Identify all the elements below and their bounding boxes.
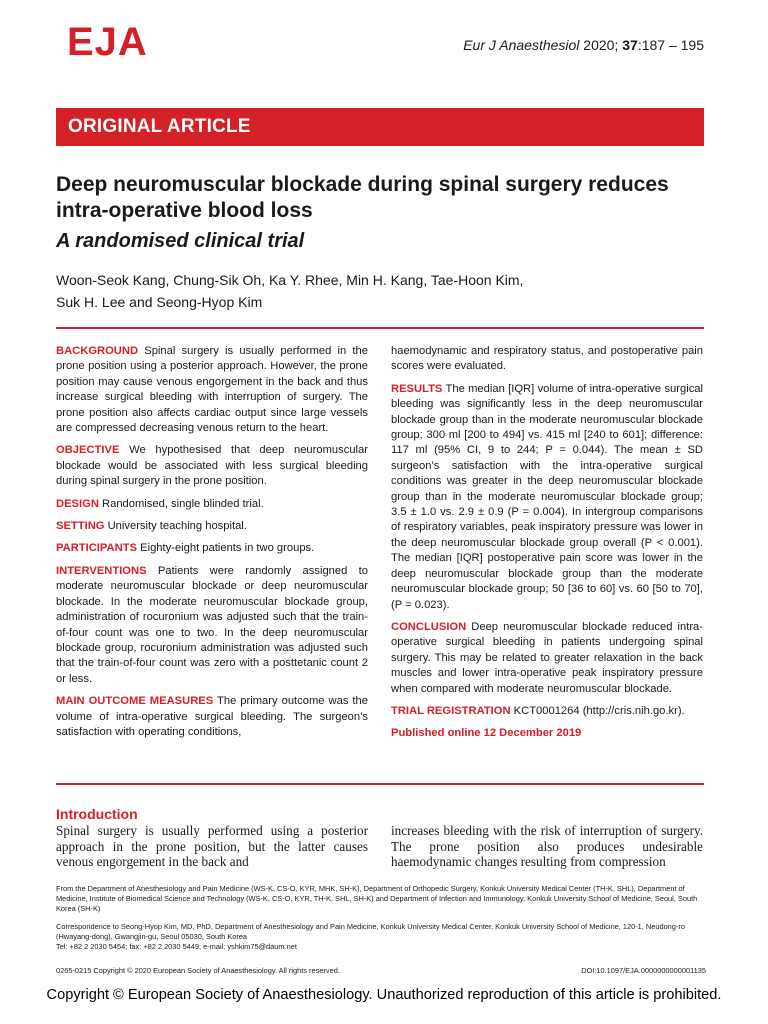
abstract-participants (56, 541, 368, 556)
citation (463, 37, 704, 53)
outcome-continued: haemodynamic and respiratory status, and postoperative pain scores were evaluated. (391, 345, 703, 373)
conclusion-text: Deep neuromuscular blockade reduced intra-operative surgical bleeding in patients undergoing spinal surgery. This may be related to greater relaxation in the back muscles and lower intra-operative peak inspiratory pressure when compared with moderate neuromuscular blockade. (391, 620, 703, 695)
setting-text: University teaching hospital. (104, 520, 247, 533)
abstract-setting (56, 519, 368, 534)
setting-label: SETTING (56, 520, 105, 533)
abstract-left-column (56, 344, 368, 747)
objective-label: OBJECTIVE (56, 444, 120, 457)
abstract-bottom-rule (56, 783, 704, 785)
article-title: Deep neuromuscular blockade during spinal surgery reduces intra-operative blood loss (56, 173, 669, 222)
author-list (56, 269, 616, 313)
conclusion-label: CONCLUSION (391, 620, 467, 633)
intro-right-text: increases bleeding with the risk of interruption of surgery. The prone position also produces undesirable haemodynamic changes resulting from compression (391, 823, 703, 870)
abstract-design (56, 497, 368, 512)
issn-copyright: 0265-0215 Copyright © 2020 European Society of Anaesthesiology. All rights reserved. (56, 966, 340, 975)
authors-line-2: Suk H. Lee and Seong-Hyop Kim (56, 294, 263, 310)
introduction-heading: Introduction (56, 806, 138, 822)
objective-text: We hypothesised that deep neuromuscular blockade would be associated with less surgical bleeding during spinal surgery in the prone position. (56, 444, 368, 488)
doi-text: DOI:10.1097/EJA.0000000000001135 (581, 966, 706, 975)
published-online: Published online 12 December 2019 (391, 727, 582, 740)
intro-left-column (56, 823, 368, 870)
abstract-top-rule (56, 327, 704, 329)
abstract-outcome (56, 694, 368, 740)
authors-line-1: Woon-Seok Kang, Chung-Sik Oh, Ka Y. Rhee, Min H. Kang, Tae-Hoon Kim, (56, 272, 524, 288)
background-label: BACKGROUND (56, 345, 139, 357)
article-type-label: ORIGINAL ARTICLE (68, 116, 251, 137)
participants-label: PARTICIPANTS (56, 542, 138, 555)
affiliation-note: From the Department of Anesthesiology and Pain Medicine (WS-K, CS-O, KYR, MHK, SH-K), Department of Orthopedic Surgery, Konkuk University Medical Center (TH-K, SHL), Department of Medicine, Institute of Biomedical Science and Technology (WS-K, CS-O, KYR, TH-K, SHL, SH-K) and Department of Infection and Immunology, Konkuk University School of Medicine, Seoul, South Korea (SH-K) (56, 884, 698, 913)
design-label: DESIGN (56, 497, 99, 510)
footer-bar (56, 966, 706, 975)
results-text: The median [IQR] volume of intra-operative surgical bleeding was significantly less in the deep neuromuscular blockade group than in the moderate neuromuscular blockade group; 300 ml [200 to 494] vs. 415 ml [240 to 601]; difference: 117 ml (95% CI, 9 to 244; P = 0.044). The mean ± SD surgeon’s satisfaction with the intra-operative surgical conditions was greater in the deep neuromuscular blockade group than in the moderate neuromuscular blockade group; 3.5 ± 1.0 vs. 2.9 ± 0.9 (P = 0.004). In intergroup comparisons of respiratory variables, peak inspiratory pressure was lower in the deep neuromuscular blockade group overall (P < 0.001). The median [IQR] postoperative pain score was lower in the deep neuromuscular blockade group than the moderate neuromuscular blockade group; 50 [36 to 60] vs. 60 [50 to 70], (P = 0.023). (391, 382, 703, 611)
intro-left-text: Spinal surgery is usually performed using a posterior approach in the prone position, but the latter causes venous engorgement in the back and (56, 823, 368, 870)
citation-journal: Eur J Anaesthesiol (463, 37, 580, 53)
correspondence-note (56, 922, 706, 952)
abstract-interventions (56, 564, 368, 687)
citation-pages: :187 – 195 (637, 37, 704, 53)
citation-volume: 37 (622, 37, 638, 53)
correspondence-text: Correspondence to Seong-Hyop Kim, MD, PhD, Department of Anesthesiology and Pain Medicine, Konkuk University Medical Center, Konkuk University School of Medicine, 120-1, Neudong-ro (Hwayang-dong), Gwangjin-gu, Seoul 05030, South Korea (56, 922, 685, 941)
copyright-watermark: Copyright © European Society of Anaesthesiology. Unauthorized reproduction of this article is prohibited. (46, 987, 722, 1003)
article-type-banner (56, 108, 704, 146)
interventions-label: INTERVENTIONS (56, 564, 147, 577)
trial-text: KCT0001264 (http://cris.nih.go.kr). (510, 704, 685, 717)
results-label: RESULTS (391, 382, 443, 395)
design-text: Randomised, single blinded trial. (98, 497, 264, 510)
participants-text: Eighty-eight patients in two groups. (137, 542, 315, 555)
contact-text: Tel: +82 2 2030 5454; fax: +82 2 2030 5449; e-mail: yshkim75@daum.net (56, 942, 297, 951)
abstract-right-column (391, 344, 703, 749)
citation-year: 2020; (579, 37, 623, 53)
background-text: Spinal surgery is usually performed in the prone position using a posterior approach. However, the prone position may cause venous engorgement in the back and thus increase surgical bleeding with interruption of surgery. The prone position also affects cardiac output since large vessels are compressed decreasing venous return to the heart. (56, 345, 368, 435)
abstract-conclusion (391, 620, 703, 697)
outcome-text: The primary outcome was the volume of intra-operative surgical bleeding. The surgeon’s satisfaction with operating conditions, (56, 695, 368, 738)
intro-right-column (391, 823, 703, 870)
abstract-background (56, 344, 368, 436)
trial-label: TRIAL REGISTRATION (391, 704, 511, 717)
abstract-trial-registration (391, 704, 703, 719)
outcome-label: MAIN OUTCOME MEASURES (56, 695, 214, 708)
abstract-objective (56, 443, 368, 489)
interventions-text: Patients were randomly assigned to moderate neuromuscular blockade or deep neuromuscular blockade. In the moderate neuromuscular blockade group, administration of rocuronium was adjusted such that the train-of-four count was one to two. In the deep neuromuscular blockade group, rocuronium administration was adjusted such that the train-of-four count was zero with a posttetanic count 2 or less. (56, 564, 368, 685)
abstract-results (391, 382, 703, 613)
journal-logo: EJA (67, 20, 148, 64)
article-subtitle: A randomised clinical trial (56, 230, 305, 252)
